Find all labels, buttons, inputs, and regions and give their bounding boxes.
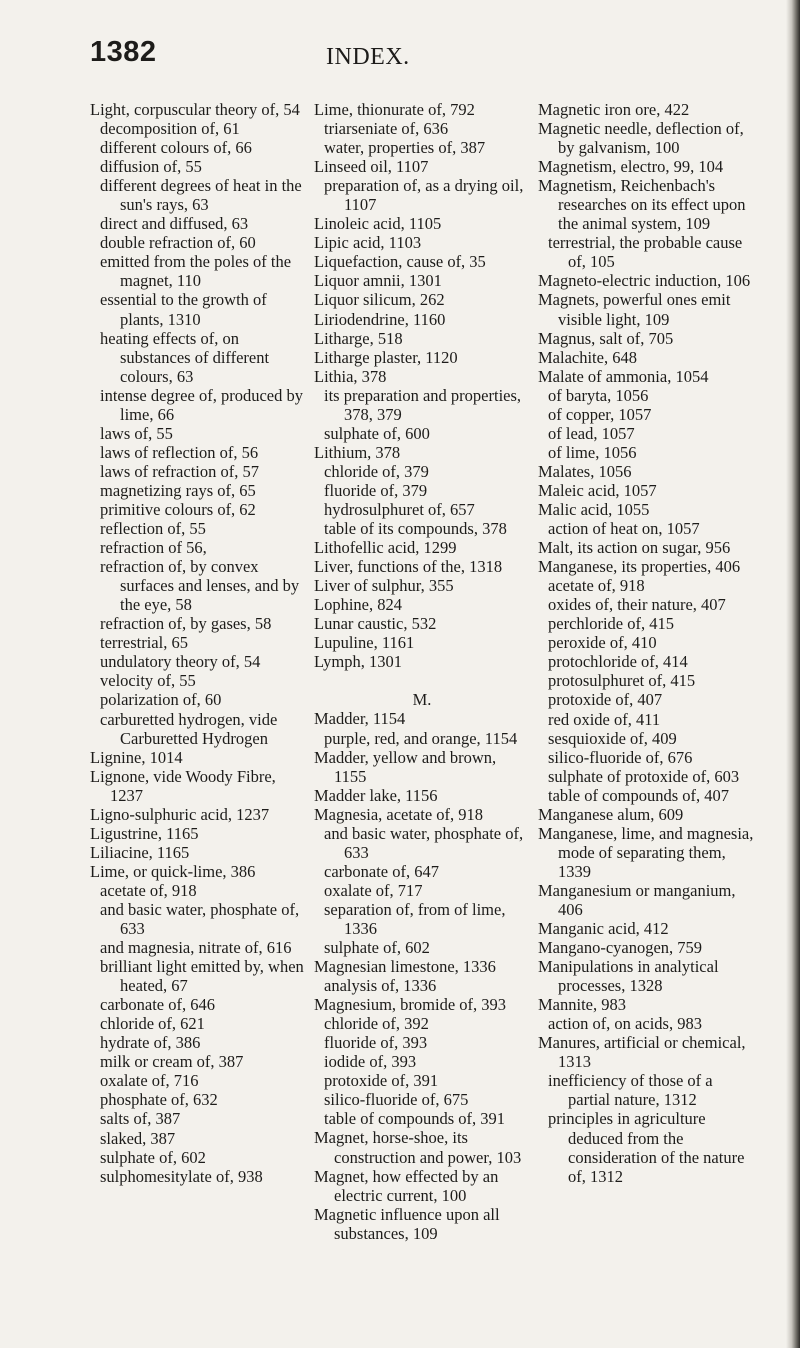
index-subentry: acetate of, 918 [548, 576, 645, 596]
page-number: 1382 [90, 36, 157, 68]
index-entry: Malic acid, 1055 [538, 499, 650, 519]
index-entry: Magnetism, electro, 99, 104 [538, 157, 724, 177]
index-subentry: silico-fluoride of, 676 [548, 747, 693, 767]
index-entry: Magnesia, acetate of, 918 [314, 804, 484, 824]
page-header [90, 36, 770, 76]
index-subentry: and basic water, phosphate of, 633 [100, 899, 300, 939]
index-subentry: peroxide of, 410 [548, 633, 657, 653]
index-subentry: protoxide of, 391 [324, 1071, 439, 1091]
index-entry: Lime, thionurate of, 792 [314, 100, 475, 119]
index-subentry: red oxide of, 411 [548, 709, 661, 729]
index-subentry: hydrosulphuret of, 657 [324, 499, 475, 519]
index-columns [90, 100, 780, 1330]
index-subentry: different degrees of heat in the sun's rays, 63 [100, 176, 302, 215]
index-entry: Madder, yellow and brown, 1155 [314, 747, 497, 786]
index-subentry: milk or cream of, 387 [100, 1052, 244, 1072]
index-subentry: iodide of, 393 [324, 1052, 417, 1072]
index-subentry: of copper, 1057 [548, 404, 652, 424]
index-entry: Liliacine, 1165 [90, 842, 190, 862]
index-entry: Litharge plaster, 1120 [314, 347, 458, 367]
index-subentry: laws of refraction of, 57 [100, 461, 259, 481]
index-subentry: inefficiency of those of a partial nature, 1312 [548, 1071, 713, 1110]
index-entry: Malates, 1056 [538, 461, 632, 481]
index-entry: Litharge, 518 [314, 328, 403, 348]
index-subentry: brilliant light emitted by, when heated, 67 [100, 957, 304, 996]
index-subentry: sulphate of, 600 [324, 423, 430, 443]
index-subentry: terrestrial, 65 [100, 633, 188, 653]
index-column-1 [90, 100, 306, 1186]
index-subentry: action of heat on, 1057 [548, 519, 700, 539]
index-subentry: sulphate of, 602 [100, 1147, 206, 1167]
index-entry: Lignone, vide Woody Fibre, 1237 [90, 766, 276, 805]
index-subentry: carbonate of, 646 [100, 995, 215, 1015]
index-entry: Mangano-cyanogen, 759 [538, 938, 703, 958]
index-entry: Magnets, powerful ones emit visible light, 109 [538, 290, 731, 329]
index-subentry: decomposition of, 61 [100, 119, 240, 139]
index-entry: Magnet, horse-shoe, its construction and power, 103 [314, 1128, 522, 1167]
index-subentry: salts of, 387 [100, 1109, 181, 1129]
index-subentry: chloride of, 379 [324, 461, 429, 481]
index-entry: Magnesium, bromide of, 393 [314, 995, 507, 1015]
index-entry: Magnesian limestone, 1336 [314, 957, 496, 977]
index-entry: Liriodendrine, 1160 [314, 309, 446, 329]
index-subentry: of lead, 1057 [548, 423, 635, 443]
index-entry: Manganese alum, 609 [538, 804, 684, 824]
index-entry: Mannite, 983 [538, 995, 626, 1015]
index-subentry: velocity of, 55 [100, 671, 196, 691]
index-subentry: perchloride of, 415 [548, 614, 674, 634]
index-subentry: chloride of, 392 [324, 1014, 429, 1034]
index-subentry: principles in agriculture deduced from the consideration of the nature of, 1312 [548, 1109, 745, 1186]
index-subentry: table of compounds of, 407 [548, 785, 730, 805]
index-subentry: intense degree of, produced by lime, 66 [100, 385, 303, 424]
index-entry: Linoleic acid, 1105 [314, 214, 442, 234]
index-entry: Lophine, 824 [314, 595, 402, 615]
index-entry: Lupuline, 1161 [314, 633, 415, 653]
index-subentry: oxalate of, 717 [324, 880, 423, 900]
index-entry: Magnet, how effected by an electric current, 100 [314, 1166, 499, 1205]
index-entry: Manipulations in analytical processes, 1328 [538, 957, 719, 996]
index-subentry: purple, red, and orange, 1154 [324, 728, 518, 748]
index-subentry: triarseniate of, 636 [324, 119, 449, 139]
index-subentry: its preparation and properties, 378, 379 [324, 385, 522, 424]
index-subentry: polarization of, 60 [100, 690, 222, 710]
index-subentry: refraction of, by gases, 58 [100, 614, 272, 634]
index-subentry: separation of, from of lime, 1336 [324, 899, 506, 938]
index-entry: Light, corpuscular theory of, 54 [90, 100, 300, 119]
index-entry: Liver of sulphur, 355 [314, 576, 454, 596]
index-entry: Madder lake, 1156 [314, 785, 438, 805]
index-subentry: different colours of, 66 [100, 138, 252, 158]
index-subentry: protoxide of, 407 [548, 690, 663, 710]
index-subentry: carbonate of, 647 [324, 861, 439, 881]
index-entry: Malachite, 648 [538, 347, 637, 367]
index-subentry: sulphate of, 602 [324, 938, 430, 958]
index-subentry: preparation of, as a drying oil, 1107 [324, 176, 524, 215]
index-subentry: of lime, 1056 [548, 442, 637, 462]
index-subentry: terrestrial, the probable cause of, 105 [548, 233, 743, 272]
index-subentry: oxides of, their nature, 407 [548, 595, 726, 615]
index-entry: Lithofellic acid, 1299 [314, 538, 457, 558]
index-subentry: emitted from the poles of the magnet, 110 [100, 252, 292, 291]
index-entry: Magnetic needle, deflection of, by galvanism, 100 [538, 119, 744, 158]
index-subentry: sesquioxide of, 409 [548, 728, 677, 748]
index-entry: Liver, functions of the, 1318 [314, 557, 503, 577]
index-entry: Linseed oil, 1107 [314, 157, 429, 177]
page-edge-shadow [786, 0, 800, 1348]
index-entry: Magneto-electric induction, 106 [538, 271, 751, 291]
index-subentry: refraction of 56, [100, 538, 207, 558]
index-entry: Lignine, 1014 [90, 747, 183, 767]
index-entry: Magnus, salt of, 705 [538, 328, 674, 348]
index-subentry: carburetted hydrogen, vide Carburetted Hydrogen [100, 709, 278, 748]
index-subentry: protosulphuret of, 415 [548, 671, 696, 691]
running-title: INDEX. [326, 44, 410, 70]
index-entry: Magnetic influence upon all substances, 109 [314, 1204, 500, 1243]
index-entry: Lithia, 378 [314, 366, 387, 386]
index-entry: Manganese, lime, and magnesia, mode of separating them, 1339 [538, 823, 754, 881]
index-entry: Magnetic iron ore, 422 [538, 100, 690, 119]
index-subentry: analysis of, 1336 [324, 976, 437, 996]
index-subentry: protochloride of, 414 [548, 652, 688, 672]
index-subentry: and basic water, phosphate of, 633 [324, 823, 524, 862]
index-entry: Lipic acid, 1103 [314, 233, 422, 253]
index-column-3 [538, 100, 754, 1186]
index-entry: Magnetism, Reichenbach's researches on its effect upon the animal system, 109 [538, 176, 746, 234]
index-subentry: table of compounds of, 391 [324, 1109, 506, 1129]
index-entry: Manures, artificial or chemical, 1313 [538, 1033, 746, 1072]
index-subentry: primitive colours of, 62 [100, 499, 256, 519]
index-subentry: hydrate of, 386 [100, 1033, 201, 1053]
index-entry: Maleic acid, 1057 [538, 480, 657, 500]
index-subentry: essential to the growth of plants, 1310 [100, 290, 267, 329]
index-subentry: direct and diffused, 63 [100, 214, 249, 234]
index-entry: Liquefaction, cause of, 35 [314, 252, 486, 272]
index-entry: Liquor amnii, 1301 [314, 271, 442, 291]
index-subentry: magnetizing rays of, 65 [100, 480, 256, 500]
index-entry: Lymph, 1301 [314, 652, 403, 672]
index-subentry: undulatory theory of, 54 [100, 652, 261, 672]
index-subentry: double refraction of, 60 [100, 233, 256, 253]
index-column-2 [314, 100, 530, 1243]
index-subentry: slaked, 387 [100, 1128, 176, 1148]
index-subentry: diffusion of, 55 [100, 157, 202, 177]
index-subentry: laws of, 55 [100, 423, 173, 443]
index-subentry: oxalate of, 716 [100, 1071, 199, 1091]
index-subentry: sulphomesitylate of, 938 [100, 1166, 263, 1186]
index-subentry: and magnesia, nitrate of, 616 [100, 938, 292, 958]
index-entry: Manganic acid, 412 [538, 919, 669, 939]
index-subentry: acetate of, 918 [100, 880, 197, 900]
index-entry: Lime, or quick-lime, 386 [90, 861, 256, 881]
index-subentry: phosphate of, 632 [100, 1090, 218, 1110]
index-subentry: table of its compounds, 378 [324, 519, 507, 539]
index-entry: Liquor silicum, 262 [314, 290, 445, 310]
index-entry: Manganesium or manganium, 406 [538, 880, 736, 919]
index-subentry: refraction of, by convex surfaces and lenses, and by the eye, 58 [100, 557, 300, 615]
index-subentry: fluoride of, 393 [324, 1033, 428, 1053]
index-subentry: heating effects of, on substances of different colours, 63 [100, 328, 270, 386]
index-entry: Ligno-sulphuric acid, 1237 [90, 804, 270, 824]
index-subentry: water, properties of, 387 [324, 138, 486, 158]
index-entry: Lunar caustic, 532 [314, 614, 437, 634]
index-entry: Manganese, its properties, 406 [538, 557, 741, 577]
index-subentry: silico-fluoride of, 675 [324, 1090, 469, 1110]
index-subentry: sulphate of protoxide of, 603 [548, 766, 740, 786]
section-letter-heading: M. [412, 690, 432, 710]
index-subentry: fluoride of, 379 [324, 480, 428, 500]
index-subentry: laws of reflection of, 56 [100, 442, 259, 462]
index-subentry: of baryta, 1056 [548, 385, 649, 405]
index-subentry: action of, on acids, 983 [548, 1014, 702, 1034]
index-entry: Malt, its action on sugar, 956 [538, 538, 731, 558]
index-subentry: reflection of, 55 [100, 519, 206, 539]
index-entry: Ligustrine, 1165 [90, 823, 199, 843]
index-subentry: chloride of, 621 [100, 1014, 205, 1034]
index-entry: Lithium, 378 [314, 442, 401, 462]
index-entry: Madder, 1154 [314, 709, 406, 729]
index-entry: Malate of ammonia, 1054 [538, 366, 709, 386]
